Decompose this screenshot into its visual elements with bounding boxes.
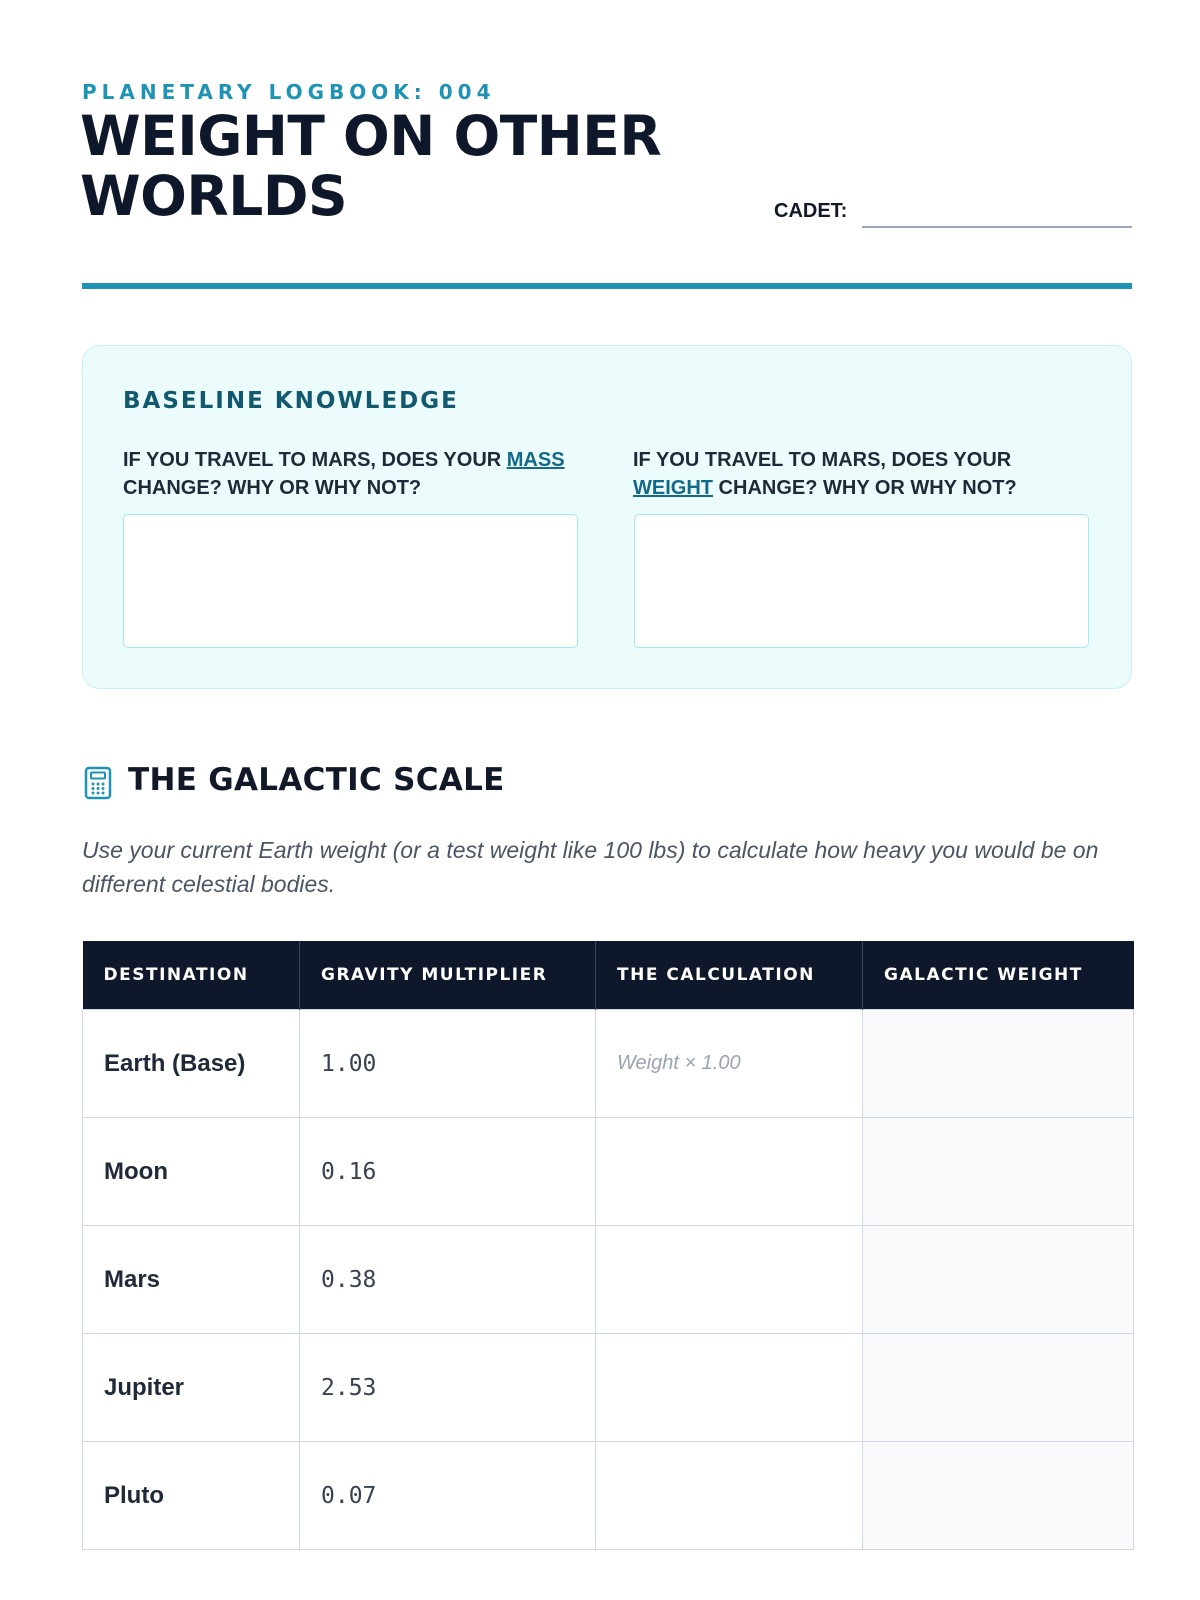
galactic-weight-cell[interactable]	[863, 1010, 1134, 1118]
table-row	[83, 1118, 1134, 1226]
table-row	[83, 1442, 1134, 1550]
destination-cell: Pluto	[83, 1442, 300, 1550]
galactic-weight-cell[interactable]	[863, 1334, 1134, 1442]
multiplier-cell: 2.53	[300, 1334, 596, 1442]
calculation-cell[interactable]	[596, 1442, 863, 1550]
calculation-cell[interactable]	[596, 1334, 863, 1442]
weight-question-post: CHANGE? WHY OR WHY NOT?	[713, 477, 1017, 499]
mass-answer-box[interactable]	[123, 514, 578, 648]
galactic-weight-cell[interactable]	[863, 1118, 1134, 1226]
destination-cell: Earth (Base)	[83, 1010, 300, 1118]
multiplier-cell: 0.16	[300, 1118, 596, 1226]
weight-answer-box[interactable]	[634, 514, 1089, 648]
table-header-row	[83, 941, 1134, 1010]
logbook-label: PLANETARY LOGBOOK: 004	[82, 80, 496, 104]
weight-question	[633, 446, 1093, 502]
title-line-2: WORLDS	[80, 164, 348, 228]
table-row	[83, 1010, 1134, 1118]
destination-cell: Jupiter	[83, 1334, 300, 1442]
calculator-icon	[84, 766, 112, 800]
calculation-cell[interactable]: Weight × 1.00	[596, 1010, 863, 1118]
column-header-galactic-weight: GALACTIC WEIGHT	[863, 941, 1134, 1010]
calculation-cell[interactable]	[596, 1118, 863, 1226]
weight-question-pre: IF YOU TRAVEL TO MARS, DOES YOUR	[633, 449, 1012, 471]
table-row	[83, 1226, 1134, 1334]
multiplier-cell: 1.00	[300, 1010, 596, 1118]
page-title	[80, 106, 661, 226]
baseline-title: BASELINE KNOWLEDGE	[123, 388, 459, 414]
destination-cell: Moon	[83, 1118, 300, 1226]
calculation-cell[interactable]	[596, 1226, 863, 1334]
galactic-weight-cell[interactable]	[863, 1442, 1134, 1550]
table-row	[83, 1334, 1134, 1442]
mass-question-post: CHANGE? WHY OR WHY NOT?	[123, 477, 422, 499]
mass-keyword: MASS	[506, 449, 565, 471]
cadet-name-field[interactable]	[862, 199, 1132, 228]
galactic-weight-cell[interactable]	[863, 1226, 1134, 1334]
column-header-calculation: THE CALCULATION	[596, 941, 863, 1010]
weight-keyword: WEIGHT	[633, 477, 713, 499]
cadet-label: CADET:	[774, 200, 848, 222]
header-divider	[82, 283, 1132, 289]
column-header-multiplier: GRAVITY MULTIPLIER	[300, 941, 596, 1010]
galactic-scale-title: THE GALACTIC SCALE	[128, 762, 505, 798]
destination-cell: Mars	[83, 1226, 300, 1334]
mass-question	[123, 446, 583, 502]
galactic-scale-table	[82, 941, 1134, 1550]
column-header-destination: DESTINATION	[83, 941, 300, 1010]
scale-instructions: Use your current Earth weight (or a test weight like 100 lbs) to calculate how heavy you would be on different celestial bodies.	[82, 837, 1099, 897]
title-line-1: WEIGHT ON OTHER	[80, 104, 662, 168]
multiplier-cell: 0.38	[300, 1226, 596, 1334]
mass-question-pre: IF YOU TRAVEL TO MARS, DOES YOUR	[123, 449, 507, 471]
baseline-knowledge-panel	[82, 345, 1132, 689]
multiplier-cell: 0.07	[300, 1442, 596, 1550]
